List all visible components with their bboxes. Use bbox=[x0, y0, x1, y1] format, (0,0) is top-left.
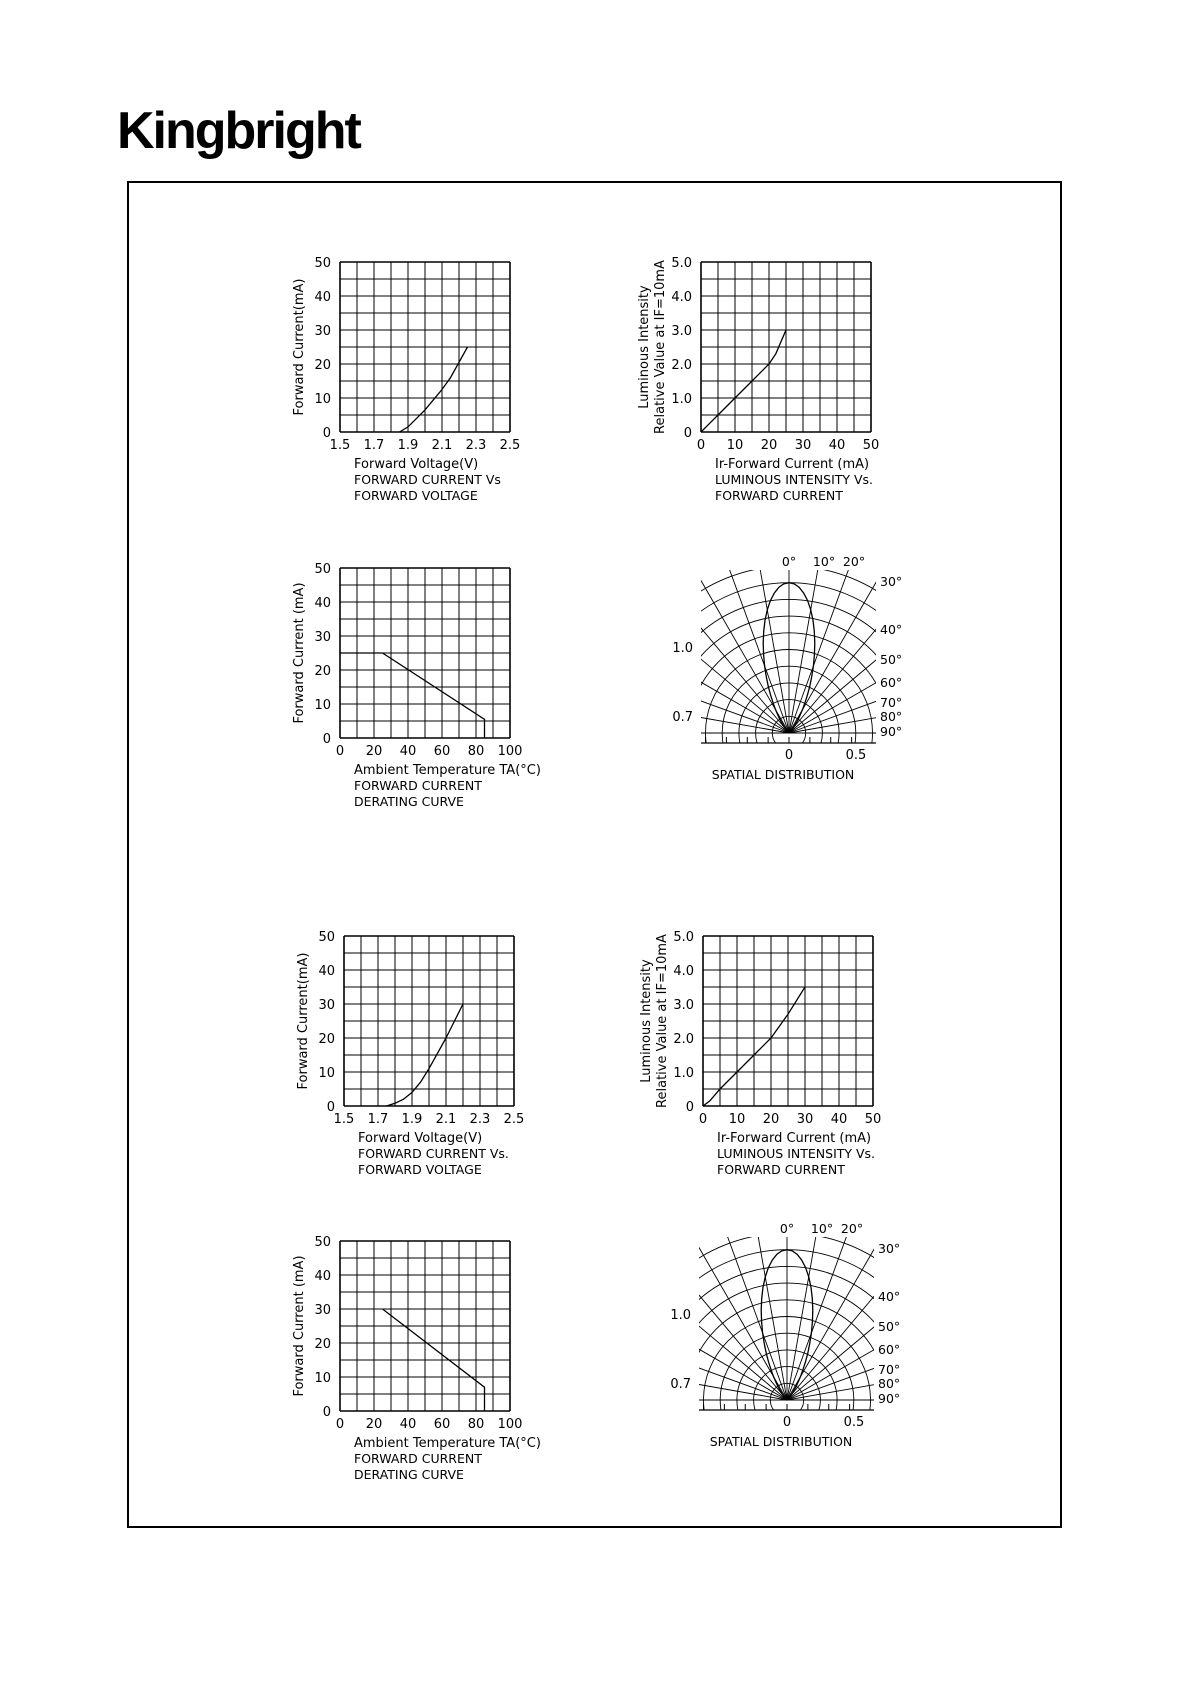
angle-label: 10° bbox=[810, 1221, 834, 1236]
y-tick-label: 50 bbox=[314, 562, 331, 577]
y-axis-label: Relative Value at IF=10mA bbox=[655, 934, 670, 1108]
x-tick-label: 0 bbox=[698, 1112, 708, 1127]
y-tick-label: 30 bbox=[318, 998, 335, 1013]
series-line bbox=[340, 653, 485, 738]
polar-spoke bbox=[787, 1024, 924, 1400]
x-tick-label: 100 bbox=[497, 744, 523, 759]
y-tick-label: 1.0 bbox=[671, 392, 692, 407]
chart-caption: FORWARD CURRENT bbox=[715, 488, 843, 503]
y-axis-label: Relative Value at IF=10mA bbox=[653, 260, 668, 434]
kingbright-logo: Kingbright bbox=[117, 102, 360, 160]
chart-caption: DERATING CURVE bbox=[354, 794, 464, 809]
y-tick-label: 10 bbox=[314, 1371, 331, 1386]
polar-spoke bbox=[789, 596, 1165, 733]
line-chart-4 bbox=[296, 930, 524, 1177]
polar-spoke bbox=[787, 1200, 1133, 1400]
angle-label: 60° bbox=[880, 675, 903, 690]
line-chart-6 bbox=[292, 1235, 541, 1482]
angle-label: 90° bbox=[880, 724, 903, 739]
angle-label: 50° bbox=[878, 1319, 901, 1334]
line-chart-2 bbox=[292, 562, 541, 809]
x-axis-label: Ir-Forward Current (mA) bbox=[717, 1131, 872, 1146]
bottom-scale-label: 0 bbox=[784, 748, 794, 763]
x-tick-label: 20 bbox=[365, 1417, 383, 1432]
y-tick-label: 2.0 bbox=[673, 1032, 694, 1047]
y-axis-label: Forward Current(mA) bbox=[292, 278, 307, 416]
polar-chart-7 bbox=[387, 1000, 1187, 1567]
polar-grid bbox=[389, 333, 1189, 900]
radius-label: 0.7 bbox=[670, 1377, 691, 1392]
y-tick-label: 10 bbox=[318, 1066, 335, 1081]
angle-label: 0° bbox=[781, 554, 797, 569]
x-tick-label: 40 bbox=[828, 438, 846, 453]
y-tick-label: 4.0 bbox=[673, 964, 694, 979]
x-tick-label: 1.5 bbox=[329, 438, 351, 453]
y-tick-label: 0 bbox=[322, 1405, 331, 1420]
x-tick-label: 1.9 bbox=[401, 1112, 423, 1127]
angle-label: 80° bbox=[878, 1376, 901, 1391]
y-tick-label: 30 bbox=[314, 324, 331, 339]
x-tick-label: 60 bbox=[433, 744, 451, 759]
x-tick-label: 30 bbox=[794, 438, 812, 453]
y-tick-label: 3.0 bbox=[671, 324, 692, 339]
angle-label: 70° bbox=[880, 695, 903, 710]
polar-spoke bbox=[652, 357, 789, 733]
polar-spoke bbox=[483, 476, 789, 733]
chart-caption: FORWARD CURRENT bbox=[717, 1162, 845, 1177]
chart-caption: SPATIAL DISTRIBUTION bbox=[711, 767, 855, 782]
angle-label: 30° bbox=[880, 574, 903, 589]
radius-label: 0.7 bbox=[672, 710, 693, 725]
y-tick-label: 10 bbox=[314, 392, 331, 407]
x-tick-label: 40 bbox=[830, 1112, 848, 1127]
y-tick-label: 0 bbox=[685, 1100, 694, 1115]
y-tick-label: 40 bbox=[314, 290, 331, 305]
polar-spoke bbox=[789, 476, 1095, 733]
bottom-scale-label: 0.5 bbox=[845, 748, 867, 763]
polar-spoke bbox=[787, 1263, 1163, 1400]
x-tick-label: 50 bbox=[864, 1112, 882, 1127]
chart-caption: FORWARD CURRENT bbox=[354, 778, 482, 793]
x-tick-label: 100 bbox=[497, 1417, 523, 1432]
x-tick-label: 2.3 bbox=[465, 438, 487, 453]
y-tick-label: 20 bbox=[314, 358, 331, 373]
angle-label: 20° bbox=[842, 554, 866, 569]
angle-label: 0° bbox=[779, 1221, 795, 1236]
y-tick-label: 20 bbox=[314, 664, 331, 679]
series-line bbox=[400, 347, 468, 432]
radius-label: 1.0 bbox=[672, 641, 693, 656]
x-axis-label: Forward Voltage(V) bbox=[354, 457, 479, 472]
x-axis-label: Forward Voltage(V) bbox=[358, 1131, 483, 1146]
y-axis-label: Luminous Intensity bbox=[637, 285, 652, 409]
x-axis-label: Ambient Temperature TA(°C) bbox=[354, 763, 541, 778]
x-tick-label: 1.7 bbox=[367, 1112, 389, 1127]
y-tick-label: 40 bbox=[314, 1269, 331, 1284]
y-tick-label: 4.0 bbox=[671, 290, 692, 305]
bottom-scale-label: 0.5 bbox=[843, 1415, 865, 1430]
angle-label: 30° bbox=[878, 1241, 901, 1256]
x-tick-label: 80 bbox=[467, 1417, 485, 1432]
y-tick-label: 50 bbox=[318, 930, 335, 945]
x-tick-label: 2.5 bbox=[503, 1112, 525, 1127]
x-tick-label: 1.9 bbox=[397, 438, 419, 453]
chart-caption: LUMINOUS INTENSITY Vs. bbox=[715, 472, 874, 487]
x-tick-label: 2.5 bbox=[499, 438, 521, 453]
polar-spoke bbox=[413, 596, 789, 733]
y-tick-label: 0 bbox=[322, 732, 331, 747]
x-tick-label: 50 bbox=[862, 438, 880, 453]
chart-caption: DERATING CURVE bbox=[354, 1467, 464, 1482]
y-tick-label: 0 bbox=[326, 1100, 335, 1115]
polar-spoke bbox=[787, 1143, 1093, 1400]
y-tick-label: 0 bbox=[683, 426, 692, 441]
angle-label: 90° bbox=[878, 1391, 901, 1406]
angle-label: 60° bbox=[878, 1342, 901, 1357]
angle-label: 10° bbox=[812, 554, 836, 569]
angle-label: 40° bbox=[880, 622, 903, 637]
y-tick-label: 50 bbox=[314, 256, 331, 271]
chart-caption: FORWARD VOLTAGE bbox=[354, 488, 478, 503]
x-tick-label: 2.1 bbox=[435, 1112, 457, 1127]
polar-spoke bbox=[411, 1263, 787, 1400]
x-tick-label: 60 bbox=[433, 1417, 451, 1432]
x-tick-label: 0 bbox=[335, 1417, 345, 1432]
angle-label: 40° bbox=[878, 1289, 901, 1304]
y-tick-label: 20 bbox=[318, 1032, 335, 1047]
chart-caption: FORWARD CURRENT Vs bbox=[354, 472, 501, 487]
x-tick-label: 2.1 bbox=[431, 438, 453, 453]
x-tick-label: 0 bbox=[335, 744, 345, 759]
y-tick-label: 30 bbox=[314, 630, 331, 645]
y-tick-label: 2.0 bbox=[671, 358, 692, 373]
x-tick-label: 0 bbox=[696, 438, 706, 453]
chart-caption: FORWARD CURRENT bbox=[354, 1451, 482, 1466]
x-tick-label: 40 bbox=[399, 744, 417, 759]
y-axis-label: Forward Current(mA) bbox=[296, 952, 311, 1090]
polar-spoke bbox=[443, 533, 789, 733]
y-tick-label: 0 bbox=[322, 426, 331, 441]
angle-label: 70° bbox=[878, 1362, 901, 1377]
line-chart-1 bbox=[637, 256, 879, 503]
y-tick-label: 20 bbox=[314, 1337, 331, 1352]
polar-spoke bbox=[789, 533, 1135, 733]
x-axis-label: Ir-Forward Current (mA) bbox=[715, 457, 870, 472]
y-tick-label: 10 bbox=[314, 698, 331, 713]
y-axis-label: Forward Current (mA) bbox=[292, 582, 307, 724]
polar-spoke bbox=[650, 1024, 787, 1400]
polar-chart-3 bbox=[389, 333, 1189, 900]
x-tick-label: 10 bbox=[728, 1112, 746, 1127]
bottom-scale-label: 0 bbox=[782, 1415, 792, 1430]
y-tick-label: 1.0 bbox=[673, 1066, 694, 1081]
polar-grid bbox=[387, 1000, 1187, 1567]
y-tick-label: 3.0 bbox=[673, 998, 694, 1013]
x-tick-label: 20 bbox=[760, 438, 778, 453]
y-tick-label: 5.0 bbox=[671, 256, 692, 271]
angle-label: 20° bbox=[840, 1221, 864, 1236]
x-tick-label: 1.5 bbox=[333, 1112, 355, 1127]
x-tick-label: 20 bbox=[762, 1112, 780, 1127]
y-tick-label: 50 bbox=[314, 1235, 331, 1250]
line-chart-5 bbox=[639, 930, 881, 1177]
angle-label: 50° bbox=[880, 652, 903, 667]
y-tick-label: 30 bbox=[314, 1303, 331, 1318]
chart-caption: FORWARD VOLTAGE bbox=[358, 1162, 482, 1177]
x-axis-label: Ambient Temperature TA(°C) bbox=[354, 1436, 541, 1451]
x-tick-label: 80 bbox=[467, 744, 485, 759]
chart-caption: FORWARD CURRENT Vs. bbox=[358, 1146, 509, 1161]
chart-caption: SPATIAL DISTRIBUTION bbox=[709, 1434, 853, 1449]
x-tick-label: 1.7 bbox=[363, 438, 385, 453]
y-tick-label: 40 bbox=[318, 964, 335, 979]
y-tick-label: 5.0 bbox=[673, 930, 694, 945]
x-tick-label: 2.3 bbox=[469, 1112, 491, 1127]
line-chart-0 bbox=[292, 256, 520, 503]
radius-label: 1.0 bbox=[670, 1308, 691, 1323]
chart-caption: LUMINOUS INTENSITY Vs. bbox=[717, 1146, 876, 1161]
x-tick-label: 10 bbox=[726, 438, 744, 453]
polar-spoke bbox=[789, 357, 926, 733]
x-tick-label: 30 bbox=[796, 1112, 814, 1127]
x-tick-label: 20 bbox=[365, 744, 383, 759]
y-tick-label: 40 bbox=[314, 596, 331, 611]
angle-label: 80° bbox=[880, 709, 903, 724]
y-axis-label: Luminous Intensity bbox=[639, 959, 654, 1083]
polar-spoke bbox=[481, 1143, 787, 1400]
x-tick-label: 40 bbox=[399, 1417, 417, 1432]
y-axis-label: Forward Current (mA) bbox=[292, 1255, 307, 1397]
